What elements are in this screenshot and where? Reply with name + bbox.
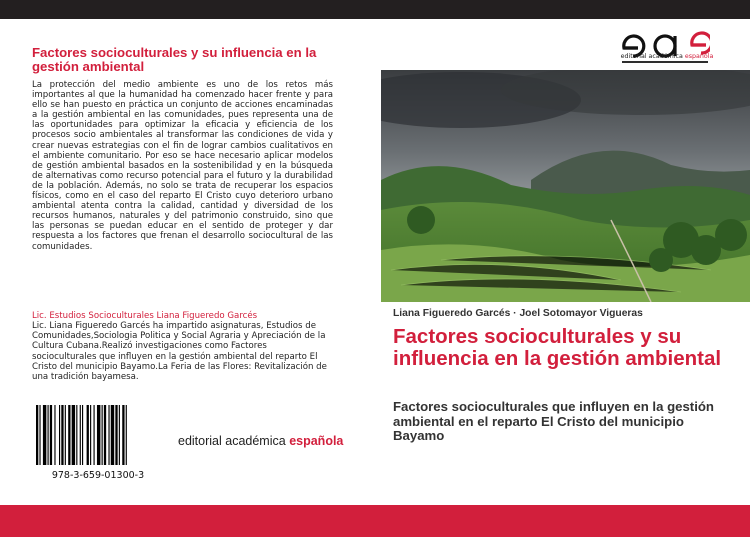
isbn-number: 978-3-659-01300-3: [51, 470, 145, 481]
front-title: Factores socioculturales y su influencia en la gestión ambiental: [393, 325, 722, 370]
cover-photo: [381, 70, 750, 302]
publisher-name: [178, 434, 343, 448]
logo-caption-plain: editorial académica: [620, 53, 683, 60]
logo-caption: [612, 53, 722, 60]
top-bar: [0, 0, 750, 19]
front-subtitle: Factores socioculturales que influyen en la gestión ambiental en el reparto El Cristo del municipio Bayamo: [393, 399, 714, 443]
publisher-name-accent: española: [289, 434, 344, 448]
barcode-icon: [36, 405, 156, 465]
publisher-name-plain: editorial académica: [178, 434, 286, 448]
logo-caption-accent: española: [684, 53, 714, 60]
front-authors: Liana Figueredo Garcés · Joel Sotomayor Vigueras: [393, 308, 643, 319]
author-heading: Lic. Estudios Socioculturales Liana Figueredo Garcés: [32, 311, 258, 321]
author-bio: Lic. Liana Figueredo Garcés ha impartido asignaturas, Estudios de Comunidades,Sociologia Politica y Social Agraria y Apreciación de la Cultura Cubana.Realizó investigaciones como Factores socioculturales que influyen en la gestión ambiental del reparto El Cristo del municipio Bayamo.La Feria de las Flores: Revitalización de una tradición bayamesa.: [32, 321, 327, 383]
back-cover-title: Factores socioculturales y su influencia en la gestión ambiental: [32, 45, 317, 74]
back-cover-abstract: La protección del medio ambiente es uno de los retos más importantes al que la humanidad ha comenzado hacer frente y para ello se han puesto en práctica un conjunto de acciones encaminadas a la gestión ambiental en las comunidades, pues representa una de las oportunidades para optimizar la eficacia y eficiencia de los procesos socio ambientales al transformar las condiciones de vida y crear nuevas estrategias con el fin de lograr cambios cualitativos en el ambiente comunitario. Por eso se hace necesario aplicar modelos de gestión ambiental basados en la sostenibilidad y en la búsqueda de alternativas como recurso potencial para el futuro y la durabilidad de la población. Además, no solo se trata de recuperar los espacios físicos, como en el caso del reparto El Cristo cuyo deterioro urbano ambiental atenta contra la calidad, cantidad y diversidad de los recursos humanos, naturales y del patrimonio construido, sino que las personas se puedan educar en el sentido de proteger y dar respuesta a los factores que frenan el desarrollo sociocultural de las comunidades.: [32, 80, 333, 252]
bottom-strip: [0, 537, 750, 547]
